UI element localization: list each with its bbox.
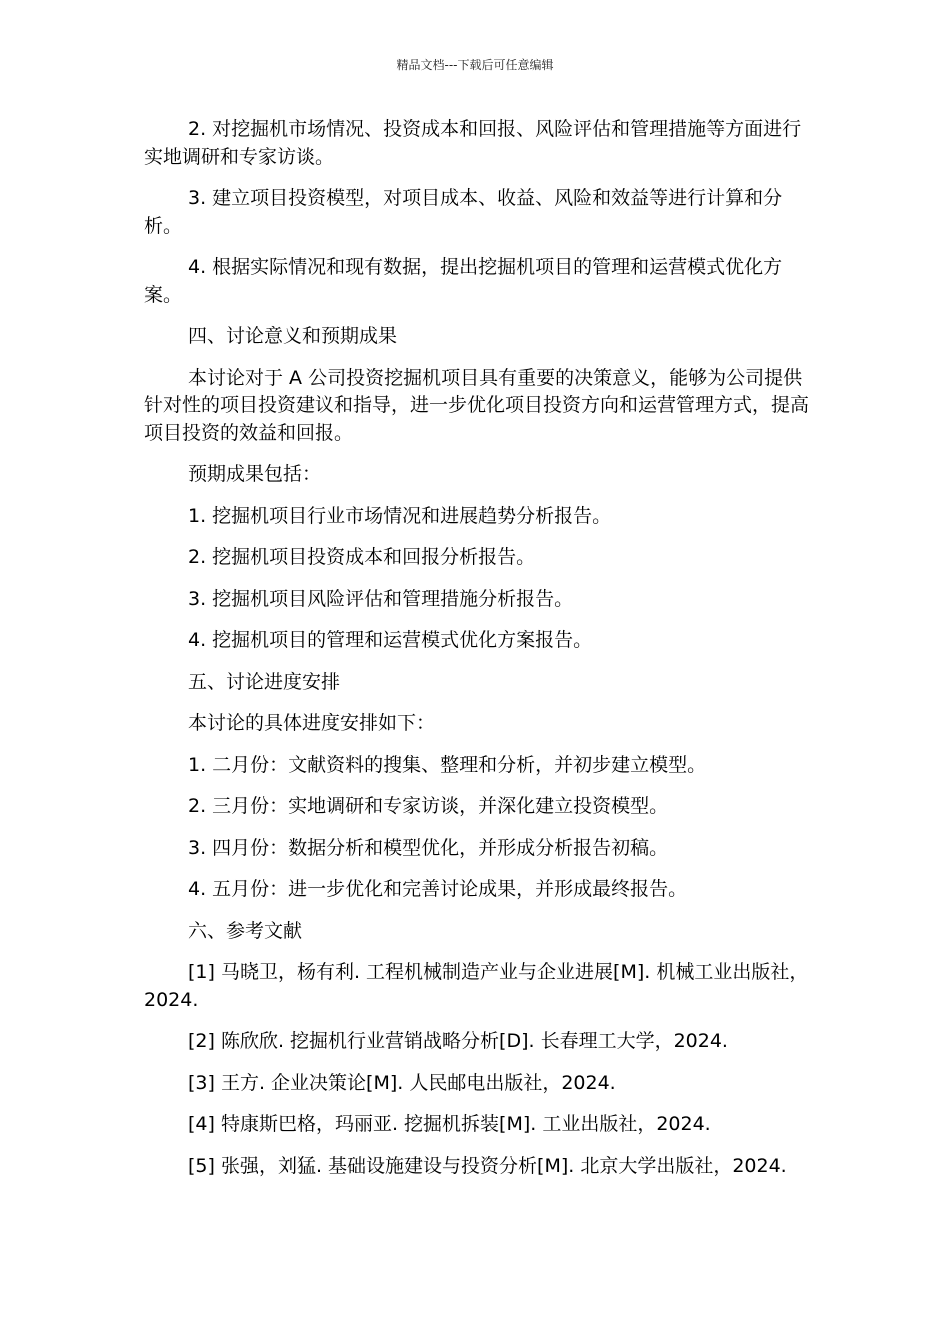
section-heading-significance: 四、讨论意义和预期成果 [188, 325, 398, 347]
section-heading-references: 六、参考文献 [188, 919, 303, 942]
paragraph-method-4: 4. 根据实际情况和现有数据，提出挖掘机项目的管理和运营模式优化方案。 [144, 256, 783, 306]
list-item-result-2: 2. 挖掘机项目投资成本和回报分析报告。 [188, 546, 536, 568]
reference-item-4: [4] 特康斯巴格，玛丽亚. 挖掘机拆装[M]. 工业出版社，2024. [188, 1113, 711, 1135]
list-item-schedule-2: 2. 三月份：实地调研和专家访谈，并深化建立投资模型。 [188, 795, 669, 817]
list-item-result-4: 4. 挖掘机项目的管理和运营模式优化方案报告。 [188, 629, 593, 651]
paragraph-schedule-intro: 本讨论的具体进度安排如下： [188, 712, 436, 734]
list-item-result-1: 1. 挖掘机项目行业市场情况和进展趋势分析报告。 [188, 504, 612, 527]
paragraph-significance: 本讨论对于 A 公司投资挖掘机项目具有重要的决策意义，能够为公司提供针对性的项目投资建议和指导，进一步优化项目投资方向和运营管理方式，提高项目投资的效益和回报。 [144, 366, 810, 444]
paragraph-expected-results-intro: 预期成果包括： [188, 463, 322, 485]
reference-item-1: [1] 马晓卫，杨有利. 工程机械制造产业与企业进展[M]. 机械工业出版社，2024. [144, 961, 809, 1011]
reference-item-5: [5] 张强，刘猛. 基础设施建设与投资分析[M]. 北京大学出版社，2024. [188, 1154, 787, 1177]
reference-item-3: [3] 王方. 企业决策论[M]. 人民邮电出版社，2024. [188, 1071, 616, 1094]
reference-item-2: [2] 陈欣欣. 挖掘机行业营销战略分析[D]. 长春理工大学，2024. [188, 1030, 728, 1052]
list-item-schedule-4: 4. 五月份：进一步优化和完善讨论成果，并形成最终报告。 [188, 878, 688, 900]
paragraph-method-2: 2. 对挖掘机市场情况、投资成本和回报、风险评估和管理措施等方面进行实地调研和专家访谈。 [144, 118, 802, 168]
paragraph-method-3: 3. 建立项目投资模型，对项目成本、收益、风险和效益等进行计算和分析。 [144, 187, 783, 237]
list-item-schedule-3: 3. 四月份：数据分析和模型优化，并形成分析报告初稿。 [188, 836, 669, 859]
document-body [144, 116, 814, 1194]
list-item-schedule-1: 1. 二月份：文献资料的搜集、整理和分析，并初步建立模型。 [188, 753, 707, 776]
page-header: 精品文档---下载后可任意编辑 [396, 58, 554, 72]
section-heading-schedule: 五、讨论进度安排 [188, 670, 341, 693]
list-item-result-3: 3. 挖掘机项目风险评估和管理措施分析报告。 [188, 587, 574, 610]
